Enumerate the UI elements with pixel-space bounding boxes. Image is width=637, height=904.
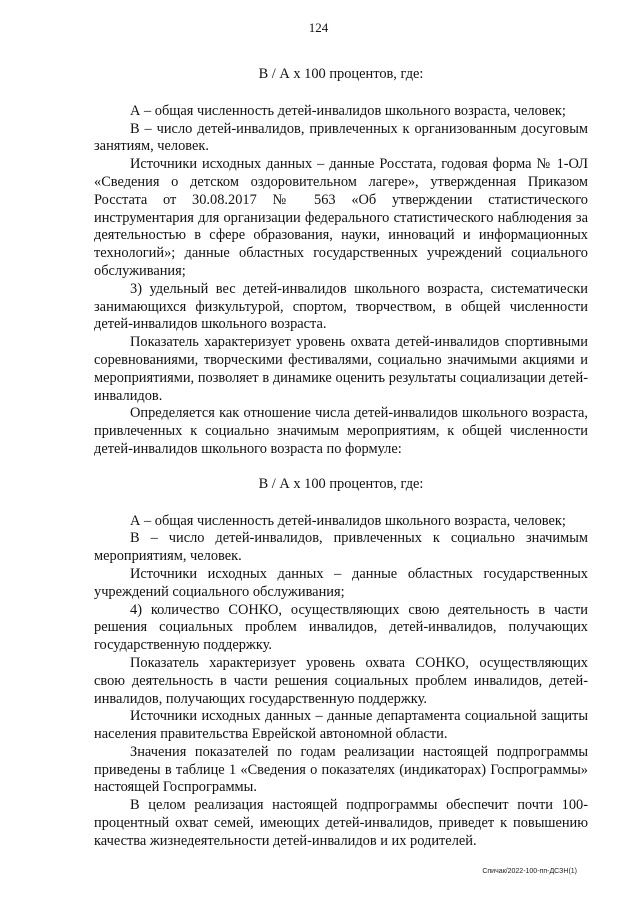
- footer-code: Спичак/2022-100-пп-ДСЗН(1): [482, 868, 577, 875]
- paragraph: А – общая численность детей-инвалидов школьного возраста, человек;: [130, 102, 566, 119]
- paragraph: А – общая численность детей-инвалидов школьного возраста, человек;: [130, 512, 566, 529]
- paragraph: Источники исходных данных – данные областных государственных учреждений социального обслуживания;: [94, 565, 588, 600]
- paragraph: Значения показателей по годам реализации настоящей подпрограммы приведены в таблице 1 «Сведения о показателях (индикаторах) Госпрограммы» настоящей Госпрограммы.: [94, 743, 588, 796]
- paragraph: 3) удельный вес детей-инвалидов школьного возраста, систематически занимающихся физкультурой, спортом, творчеством, в общей численности детей-инвалидов школьного возраста.: [94, 280, 588, 333]
- paragraph: Определяется как отношение числа детей-инвалидов школьного возраста, привлеченных к социально значимым мероприятиям, к общей численности детей-инвалидов школьного возраста по формуле:: [94, 405, 588, 457]
- formula-1: В / А х 100 процентов, где:: [258, 66, 424, 82]
- paragraph: В целом реализация настоящей подпрограммы обеспечит почти 100-процентный охват семей, имеющих детей-инвалидов, приведет к повышению качества жизнедеятельности детей-инвалидов и их родителей.: [94, 797, 588, 849]
- paragraph: Показатель характеризует уровень охвата СОНКО, осуществляющих свою деятельность в части решения социальных проблем инвалидов, детей-инвалидов, получающих государственную поддержку.: [94, 654, 588, 707]
- paragraph: В – число детей-инвалидов, привлеченных к организованным досуговым занятиям, человек.: [94, 120, 588, 155]
- paragraph: 4) количество СОНКО, осуществляющих свою деятельность в части решения социальных проблем инвалидов, детей-инвалидов, получающих государственную поддержку.: [94, 601, 588, 654]
- paragraph: Источники исходных данных – данные Росстата, годовая форма № 1-ОЛ «Сведения о детском оздоровительном лагере», утвержденная Приказом Росстата от 30.08.2017 № 563 «Об утверждении статистического инструментария для организации федерального статистического наблюдения за деятельностью в сфере образования, науки, инноваций и информационных технологий»; данные областных государственных учреждений социального обслуживания;: [94, 156, 588, 279]
- paragraph: В – число детей-инвалидов, привлеченных к социально значимым мероприятиям, человек.: [94, 530, 588, 565]
- document-body: [94, 66, 588, 851]
- paragraph: Источники исходных данных – данные департамента социальной защиты населения правительства Еврейской автономной области.: [94, 708, 588, 743]
- paragraph: Показатель характеризует уровень охвата детей-инвалидов спортивными соревнованиями, творческими фестивалями, социально значимыми акциями и мероприятиями, позволяет в динамике оценить результаты социализации детей-инвалидов.: [94, 334, 588, 404]
- formula-2: В / А х 100 процентов, где:: [258, 475, 424, 492]
- page-number: 124: [308, 20, 329, 35]
